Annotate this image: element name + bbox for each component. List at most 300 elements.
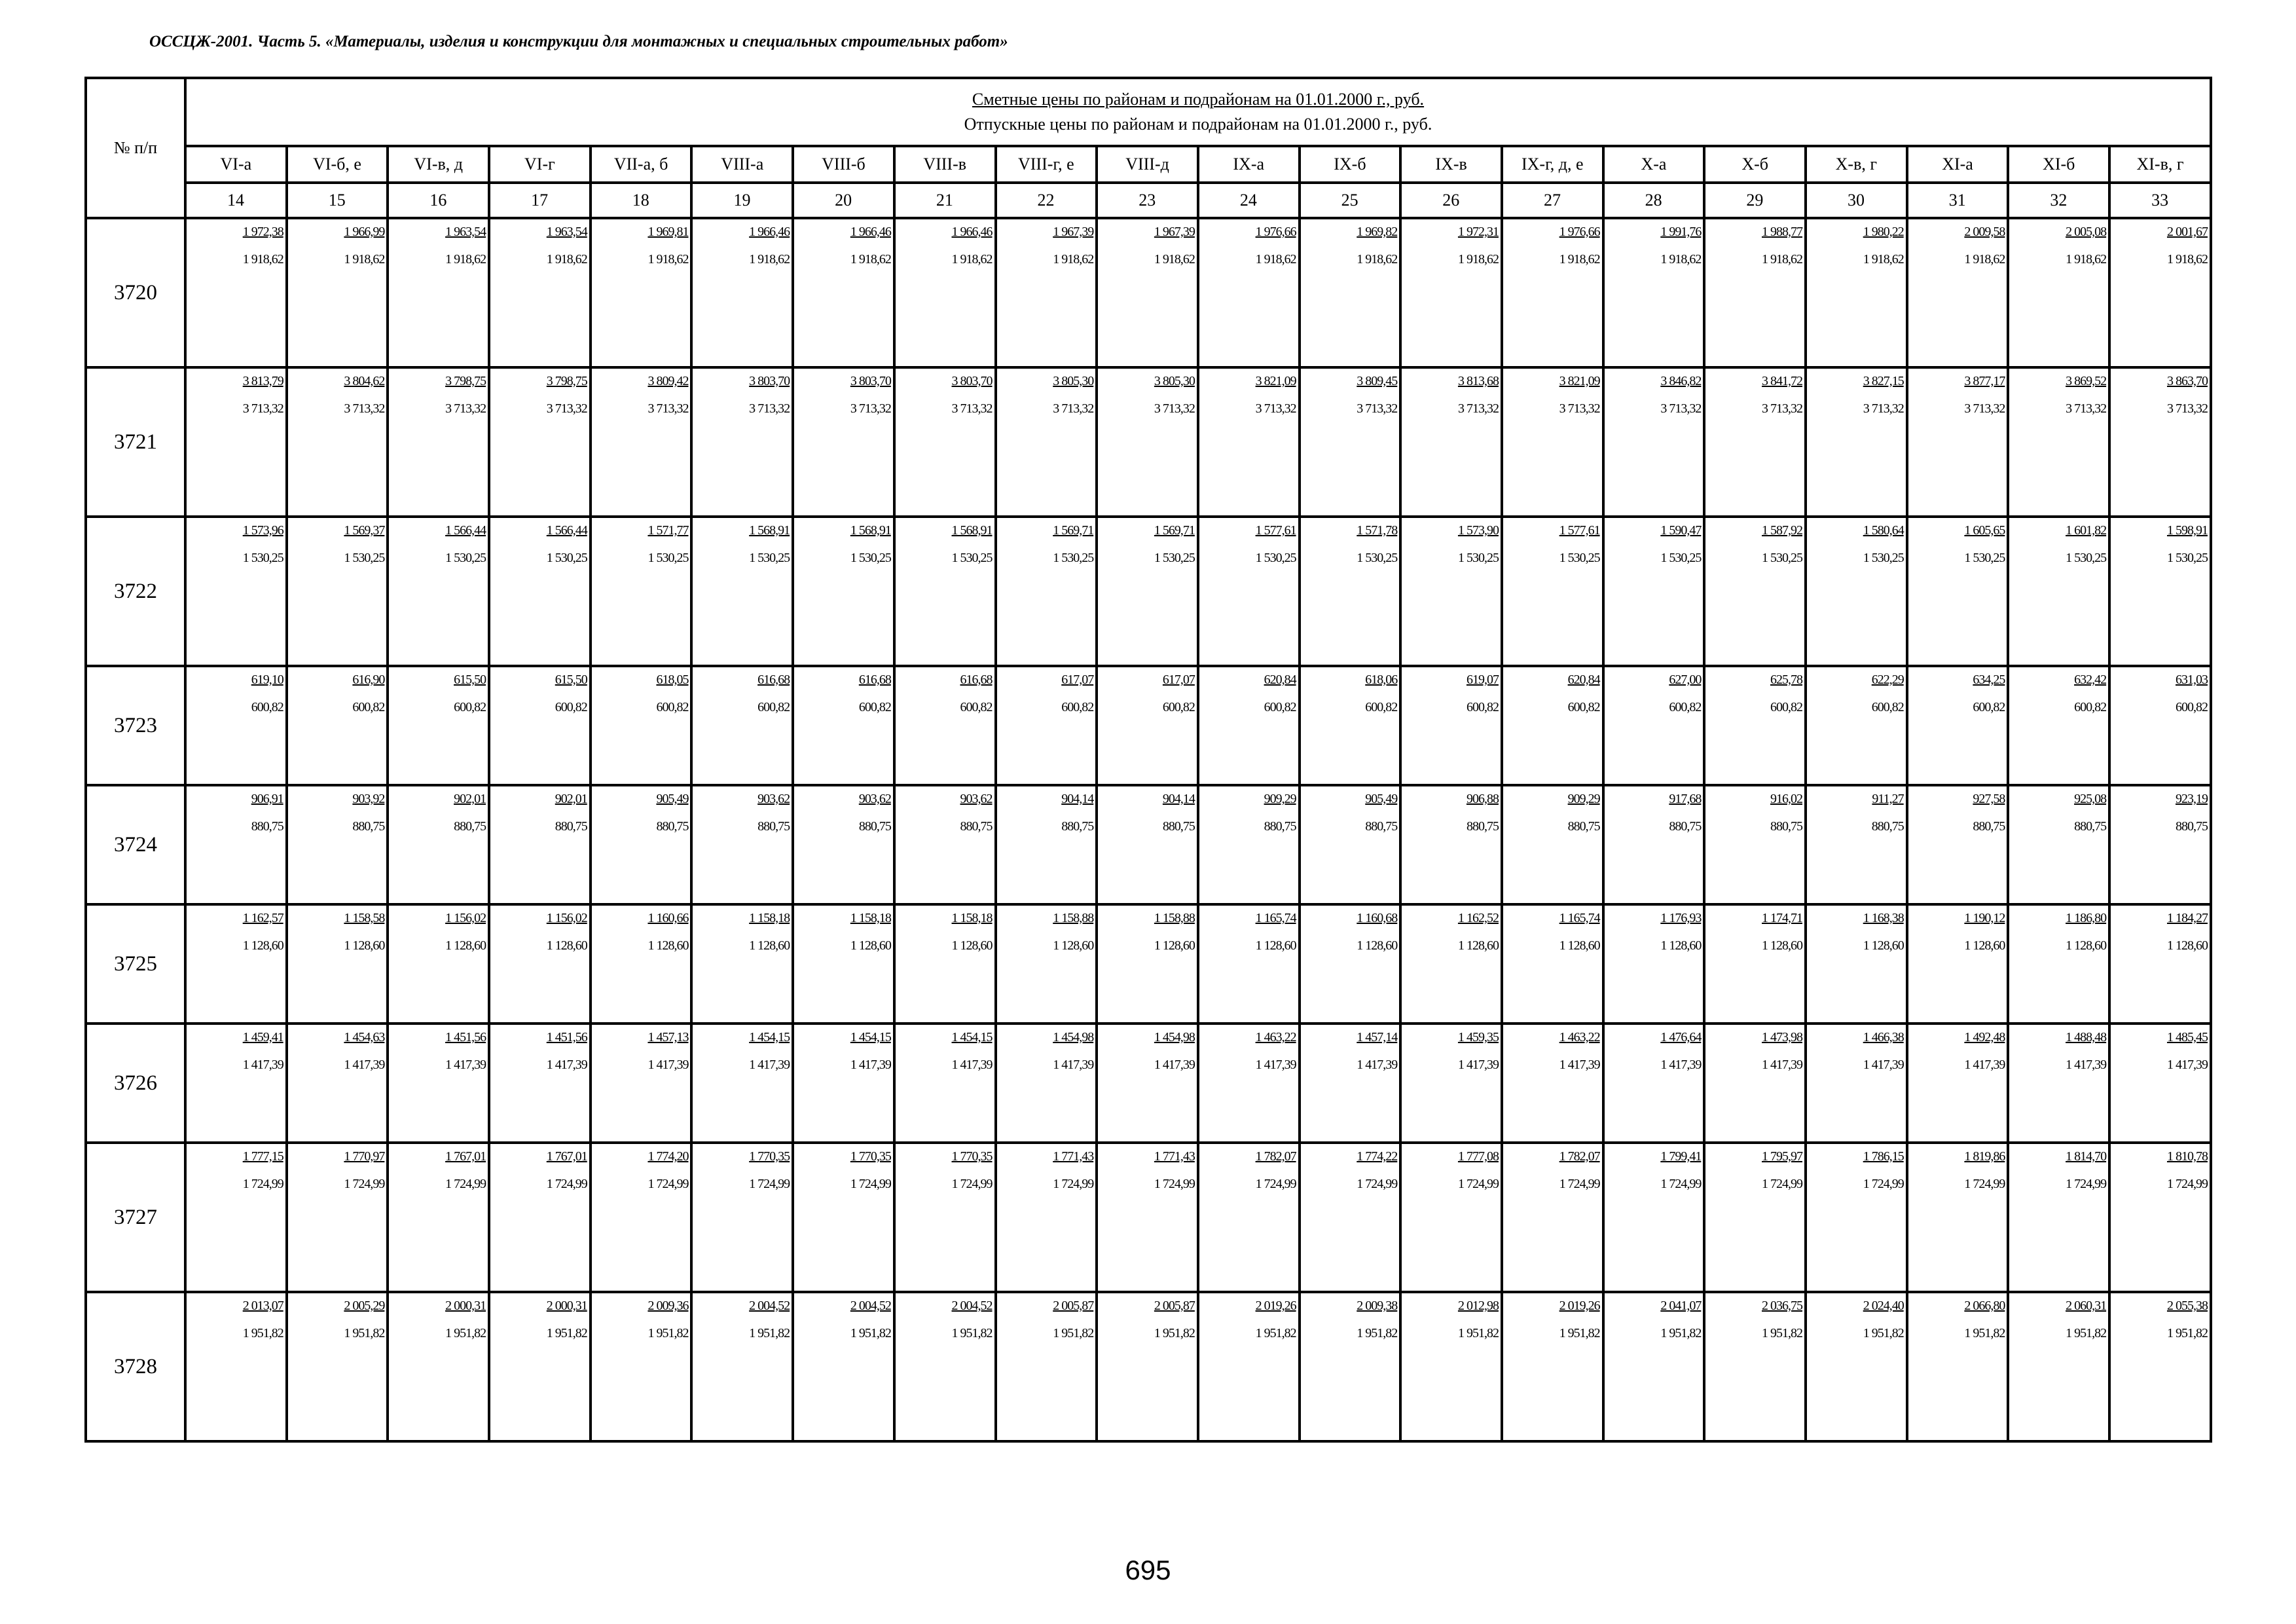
estimate-price: 1 454,98	[1154, 1030, 1195, 1044]
estimate-price: 1 162,57	[242, 911, 283, 925]
column-number: 33	[2109, 183, 2211, 218]
column-number: 25	[1300, 183, 1401, 218]
district-header: VIII-г, е	[996, 146, 1097, 183]
price-cell	[1400, 666, 1502, 785]
estimate-price: 1 184,27	[2166, 911, 2208, 925]
price-cell	[287, 666, 388, 785]
price-cell	[1603, 1024, 1705, 1143]
release-price: 1 417,39	[1154, 1058, 1195, 1072]
release-price: 1 417,39	[242, 1058, 283, 1072]
release-price: 880,75	[1264, 819, 1296, 834]
estimate-price: 2 013,07	[242, 1299, 283, 1313]
release-price: 1 530,25	[1660, 551, 1702, 565]
estimate-price: 3 827,15	[1863, 374, 1904, 388]
release-price: 3 713,32	[1255, 401, 1296, 416]
price-cell	[894, 218, 996, 367]
release-price: 1 530,25	[445, 551, 486, 565]
release-price: 600,82	[251, 700, 283, 714]
column-number: 19	[691, 183, 793, 218]
estimate-price: 903,62	[858, 792, 891, 806]
release-price: 880,75	[1162, 819, 1195, 834]
price-cell	[1198, 367, 1300, 517]
estimate-price: 1 451,56	[546, 1030, 587, 1044]
price-cell	[489, 1143, 591, 1292]
release-price: 880,75	[1466, 819, 1499, 834]
estimate-price: 1 566,44	[445, 523, 486, 538]
release-price: 880,75	[1770, 819, 1802, 834]
price-cell	[287, 785, 388, 904]
estimate-price: 2 005,87	[1154, 1299, 1195, 1313]
estimate-price: 1 795,97	[1762, 1149, 1802, 1164]
release-price: 3 713,32	[1053, 401, 1094, 416]
release-price: 600,82	[1466, 700, 1499, 714]
estimate-price: 1 770,35	[749, 1149, 790, 1164]
estimate-price: 1 571,78	[1357, 523, 1398, 538]
price-cell	[287, 1292, 388, 1441]
estimate-price: 2 055,38	[2166, 1299, 2208, 1313]
release-price: 1 724,99	[850, 1177, 891, 1191]
estimate-price: 2 009,36	[647, 1299, 689, 1313]
page-number: 695	[1125, 1555, 1171, 1585]
release-price: 1 530,25	[1255, 551, 1296, 565]
release-price: 1 417,39	[1559, 1058, 1600, 1072]
estimate-price: 1 770,97	[344, 1149, 385, 1164]
price-cell	[1806, 218, 1907, 367]
estimate-price: 1 165,74	[1559, 911, 1600, 925]
release-price: 1 530,25	[647, 551, 689, 565]
release-price: 600,82	[1973, 700, 2005, 714]
price-cell	[1198, 1024, 1300, 1143]
release-price: 3 713,32	[445, 401, 486, 416]
price-cell	[996, 1024, 1097, 1143]
caption-release: Отпускные цены по районам и подрайонам на 01.01.2000 г., руб.	[964, 115, 1432, 134]
price-cell	[388, 1024, 489, 1143]
price-cell	[996, 666, 1097, 785]
price-cell	[1806, 1292, 1907, 1441]
estimate-price: 1 774,22	[1357, 1149, 1398, 1164]
price-cell	[2109, 218, 2211, 367]
estimate-price: 909,29	[1264, 792, 1296, 806]
price-cell	[1907, 1024, 2009, 1143]
price-cell	[388, 666, 489, 785]
price-cell	[185, 666, 287, 785]
release-price: 1 417,39	[647, 1058, 689, 1072]
column-number: 17	[489, 183, 591, 218]
release-price: 1 417,39	[1762, 1058, 1802, 1072]
price-cell	[1806, 1143, 1907, 1292]
release-price: 1 724,99	[1660, 1177, 1702, 1191]
price-cell	[894, 666, 996, 785]
district-header: VI-г	[489, 146, 591, 183]
estimate-price: 2 009,58	[1964, 225, 2005, 239]
estimate-price: 1 476,64	[1660, 1030, 1702, 1044]
estimate-price: 1 590,47	[1660, 523, 1702, 538]
estimate-price: 1 991,76	[1660, 225, 1702, 239]
estimate-price: 622,29	[1871, 673, 1904, 687]
estimate-price: 1 963,54	[546, 225, 587, 239]
estimate-price: 625,78	[1770, 673, 1802, 687]
release-price: 1 417,39	[445, 1058, 486, 1072]
release-price: 880,75	[656, 819, 689, 834]
estimate-price: 3 803,70	[850, 374, 891, 388]
price-cell	[691, 785, 793, 904]
release-price: 1 951,82	[344, 1326, 385, 1340]
price-cell	[591, 904, 692, 1024]
release-price: 1 417,39	[546, 1058, 587, 1072]
release-price: 1 951,82	[546, 1326, 587, 1340]
release-price: 1 724,99	[1053, 1177, 1094, 1191]
release-price: 3 713,32	[1457, 401, 1499, 416]
estimate-price: 1 566,44	[546, 523, 587, 538]
estimate-price: 1 158,88	[1154, 911, 1195, 925]
column-number: 31	[1907, 183, 2009, 218]
price-cell	[1806, 904, 1907, 1024]
estimate-price: 1 463,22	[1559, 1030, 1600, 1044]
price-cell	[894, 1024, 996, 1143]
release-price: 1 530,25	[2066, 551, 2107, 565]
estimate-price: 2 024,40	[1863, 1299, 1904, 1313]
release-price: 880,75	[858, 819, 891, 834]
estimate-price: 2 004,52	[850, 1299, 891, 1313]
estimate-price: 620,84	[1264, 673, 1296, 687]
estimate-price: 1 577,61	[1255, 523, 1296, 538]
estimate-price: 2 060,31	[2066, 1299, 2107, 1313]
estimate-price: 1 598,91	[2166, 523, 2208, 538]
release-price: 1 530,25	[850, 551, 891, 565]
price-cell	[1704, 785, 1806, 904]
price-cell	[1806, 1024, 1907, 1143]
release-price: 1 417,39	[1457, 1058, 1499, 1072]
release-price: 1 417,39	[1964, 1058, 2005, 1072]
price-cell	[185, 517, 287, 666]
column-number: 28	[1603, 183, 1705, 218]
price-cell	[388, 1292, 489, 1441]
estimate-price: 906,91	[251, 792, 283, 806]
price-cell	[1300, 1143, 1401, 1292]
estimate-price: 1 972,31	[1457, 225, 1499, 239]
release-price: 600,82	[1567, 700, 1600, 714]
release-price: 1 951,82	[1053, 1326, 1094, 1340]
release-price: 1 417,39	[1053, 1058, 1094, 1072]
release-price: 1 417,39	[344, 1058, 385, 1072]
estimate-price: 1 158,18	[749, 911, 790, 925]
price-cell	[185, 218, 287, 367]
row-number: 3727	[86, 1143, 185, 1292]
price-cell	[2109, 367, 2211, 517]
price-cell	[287, 517, 388, 666]
estimate-price: 1 799,41	[1660, 1149, 1702, 1164]
estimate-price: 2 036,75	[1762, 1299, 1802, 1313]
release-price: 1 918,62	[951, 252, 993, 267]
release-price: 1 918,62	[1660, 252, 1702, 267]
table-row	[86, 367, 2211, 517]
table-row	[86, 1024, 2211, 1143]
estimate-price: 1 457,14	[1357, 1030, 1398, 1044]
release-price: 1 951,82	[1457, 1326, 1499, 1340]
price-cell	[1300, 517, 1401, 666]
release-price: 1 951,82	[749, 1326, 790, 1340]
release-price: 880,75	[251, 819, 283, 834]
price-cell	[185, 1292, 287, 1441]
estimate-price: 1 966,99	[344, 225, 385, 239]
price-cell	[287, 1143, 388, 1292]
estimate-price: 3 803,70	[749, 374, 790, 388]
release-price: 3 713,32	[850, 401, 891, 416]
estimate-price: 903,62	[757, 792, 790, 806]
estimate-price: 1 771,43	[1053, 1149, 1094, 1164]
release-price: 1 530,25	[1863, 551, 1904, 565]
estimate-price: 619,10	[251, 673, 283, 687]
estimate-price: 1 774,20	[647, 1149, 689, 1164]
estimate-price: 3 803,70	[951, 374, 993, 388]
estimate-price: 903,62	[960, 792, 993, 806]
release-price: 600,82	[1264, 700, 1296, 714]
estimate-price: 1 463,22	[1255, 1030, 1296, 1044]
price-cell	[185, 1024, 287, 1143]
estimate-price: 616,68	[858, 673, 891, 687]
price-cell	[2109, 785, 2211, 904]
price-cell	[1603, 1143, 1705, 1292]
release-price: 1 417,39	[1357, 1058, 1398, 1072]
release-price: 1 724,99	[2166, 1177, 2208, 1191]
release-price: 1 918,62	[1053, 252, 1094, 267]
district-header: X-в, г	[1806, 146, 1907, 183]
price-cell	[691, 1024, 793, 1143]
estimate-price: 1 485,45	[2166, 1030, 2208, 1044]
price-cell	[894, 904, 996, 1024]
release-price: 1 951,82	[1154, 1326, 1195, 1340]
estimate-price: 1 972,38	[242, 225, 283, 239]
release-price: 1 951,82	[1357, 1326, 1398, 1340]
estimate-price: 1 190,12	[1964, 911, 2005, 925]
price-cell	[1502, 904, 1603, 1024]
price-cell	[1300, 218, 1401, 367]
price-cell	[1097, 1024, 1198, 1143]
price-cell	[996, 1292, 1097, 1441]
price-cell	[1502, 785, 1603, 904]
estimate-price: 1 466,38	[1863, 1030, 1904, 1044]
release-price: 1 951,82	[445, 1326, 486, 1340]
price-cell	[287, 904, 388, 1024]
price-cell	[388, 517, 489, 666]
price-cell	[894, 1143, 996, 1292]
price-cell	[1400, 904, 1502, 1024]
estimate-price: 3 813,79	[242, 374, 283, 388]
column-number: 29	[1704, 183, 1806, 218]
estimate-price: 620,84	[1567, 673, 1600, 687]
price-cell	[691, 367, 793, 517]
row-number: 3728	[86, 1292, 185, 1441]
price-cell	[185, 1143, 287, 1292]
estimate-price: 1 165,74	[1255, 911, 1296, 925]
release-price: 3 713,32	[1154, 401, 1195, 416]
estimate-price: 1 963,54	[445, 225, 486, 239]
price-cell	[489, 517, 591, 666]
release-price: 1 128,60	[445, 938, 486, 953]
column-number: 15	[287, 183, 388, 218]
price-cell	[2109, 666, 2211, 785]
estimate-price: 1 573,96	[242, 523, 283, 538]
release-price: 600,82	[1162, 700, 1195, 714]
release-price: 880,75	[454, 819, 486, 834]
estimate-price: 3 869,52	[2066, 374, 2107, 388]
release-price: 1 724,99	[1357, 1177, 1398, 1191]
price-cell	[185, 367, 287, 517]
estimate-price: 1 810,78	[2166, 1149, 2208, 1164]
release-price: 1 951,82	[1255, 1326, 1296, 1340]
release-price: 1 918,62	[2066, 252, 2107, 267]
price-cell	[2008, 218, 2109, 367]
release-price: 3 713,32	[2066, 401, 2107, 416]
estimate-price: 1 966,46	[749, 225, 790, 239]
estimate-price: 3 821,09	[1559, 374, 1600, 388]
release-price: 3 713,32	[749, 401, 790, 416]
price-cell	[591, 517, 692, 666]
estimate-price: 1 770,35	[951, 1149, 993, 1164]
release-price: 3 713,32	[647, 401, 689, 416]
release-price: 1 918,62	[1863, 252, 1904, 267]
price-cell	[1806, 517, 1907, 666]
estimate-price: 1 160,66	[647, 911, 689, 925]
price-cell	[388, 367, 489, 517]
release-price: 1 724,99	[242, 1177, 283, 1191]
release-price: 1 128,60	[1660, 938, 1702, 953]
release-price: 3 713,32	[1863, 401, 1904, 416]
price-cell	[1603, 785, 1705, 904]
column-number: 23	[1097, 183, 1198, 218]
price-cell	[1603, 218, 1705, 367]
row-number: 3724	[86, 785, 185, 904]
price-cell	[1603, 517, 1705, 666]
estimate-price: 3 804,62	[344, 374, 385, 388]
release-price: 1 918,62	[2166, 252, 2208, 267]
price-cell	[1502, 666, 1603, 785]
price-cell	[1603, 1292, 1705, 1441]
column-number-row	[86, 183, 2211, 218]
price-cell	[996, 1143, 1097, 1292]
price-cell	[1400, 367, 1502, 517]
estimate-price: 1 976,66	[1255, 225, 1296, 239]
release-price: 1 417,39	[2066, 1058, 2107, 1072]
price-cell	[2109, 1143, 2211, 1292]
price-cell	[2008, 367, 2109, 517]
row-number: 3720	[86, 218, 185, 367]
estimate-price: 1 492,48	[1964, 1030, 2005, 1044]
price-cell	[1300, 666, 1401, 785]
estimate-price: 905,49	[656, 792, 689, 806]
price-cell	[1502, 367, 1603, 517]
price-cell	[489, 785, 591, 904]
estimate-price: 617,07	[1162, 673, 1195, 687]
table-row	[86, 218, 2211, 367]
price-cell	[691, 904, 793, 1024]
price-cell	[793, 904, 894, 1024]
price-cell	[1704, 218, 1806, 367]
estimate-price: 2 001,67	[2166, 225, 2208, 239]
estimate-price: 1 156,02	[546, 911, 587, 925]
column-number: 20	[793, 183, 894, 218]
price-cell	[2008, 904, 2109, 1024]
estimate-price: 1 451,56	[445, 1030, 486, 1044]
estimate-price: 1 580,64	[1863, 523, 1904, 538]
estimate-price: 1 186,80	[2066, 911, 2107, 925]
release-price: 880,75	[2175, 819, 2208, 834]
estimate-price: 1 980,22	[1863, 225, 1904, 239]
estimate-price: 3 863,70	[2166, 374, 2208, 388]
price-cell	[691, 1292, 793, 1441]
price-cell	[1502, 1143, 1603, 1292]
release-price: 600,82	[1061, 700, 1094, 714]
estimate-price: 1 569,37	[344, 523, 385, 538]
release-price: 1 951,82	[1863, 1326, 1904, 1340]
release-price: 880,75	[555, 819, 587, 834]
price-cell	[1097, 666, 1198, 785]
release-price: 600,82	[1669, 700, 1702, 714]
estimate-price: 1 488,48	[2066, 1030, 2107, 1044]
district-header: VIII-в	[894, 146, 996, 183]
estimate-price: 916,02	[1770, 792, 1802, 806]
table-caption	[185, 78, 2211, 146]
estimate-price: 1 158,88	[1053, 911, 1094, 925]
price-cell	[1300, 904, 1401, 1024]
release-price: 1 918,62	[1559, 252, 1600, 267]
price-cell	[1300, 367, 1401, 517]
estimate-price: 2 004,52	[951, 1299, 993, 1313]
release-price: 880,75	[1669, 819, 1702, 834]
price-cell	[894, 367, 996, 517]
column-number: 18	[591, 183, 692, 218]
estimate-price: 2 019,26	[1255, 1299, 1296, 1313]
column-number: 32	[2008, 183, 2109, 218]
estimate-price: 1 966,46	[951, 225, 993, 239]
price-cell	[1806, 367, 1907, 517]
estimate-price: 1 454,15	[850, 1030, 891, 1044]
price-cell	[793, 785, 894, 904]
price-cell	[691, 1143, 793, 1292]
column-number: 16	[388, 183, 489, 218]
release-price: 600,82	[555, 700, 587, 714]
estimate-price: 1 568,91	[951, 523, 993, 538]
release-price: 1 530,25	[546, 551, 587, 565]
estimate-price: 1 771,43	[1154, 1149, 1195, 1164]
estimate-price: 923,19	[2175, 792, 2208, 806]
price-cell	[1097, 785, 1198, 904]
row-number: 3723	[86, 666, 185, 785]
district-header: VI-б, е	[287, 146, 388, 183]
release-price: 1 724,99	[1559, 1177, 1600, 1191]
release-price: 1 951,82	[242, 1326, 283, 1340]
price-cell	[691, 218, 793, 367]
estimate-price: 1 777,15	[242, 1149, 283, 1164]
release-price: 3 713,32	[1762, 401, 1802, 416]
estimate-price: 616,68	[757, 673, 790, 687]
release-price: 880,75	[757, 819, 790, 834]
price-cell	[2008, 1143, 2109, 1292]
price-cell	[1097, 904, 1198, 1024]
release-price: 880,75	[1061, 819, 1094, 834]
release-price: 1 417,39	[1660, 1058, 1702, 1072]
estimate-price: 1 158,18	[850, 911, 891, 925]
price-cell	[2109, 1292, 2211, 1441]
estimate-price: 1 158,58	[344, 911, 385, 925]
price-cell	[185, 904, 287, 1024]
price-cell	[793, 1024, 894, 1143]
price-cell	[388, 218, 489, 367]
estimate-price: 632,42	[2074, 673, 2107, 687]
price-cell	[2008, 1024, 2109, 1143]
estimate-price: 911,27	[1872, 792, 1904, 806]
release-price: 1 918,62	[1154, 252, 1195, 267]
